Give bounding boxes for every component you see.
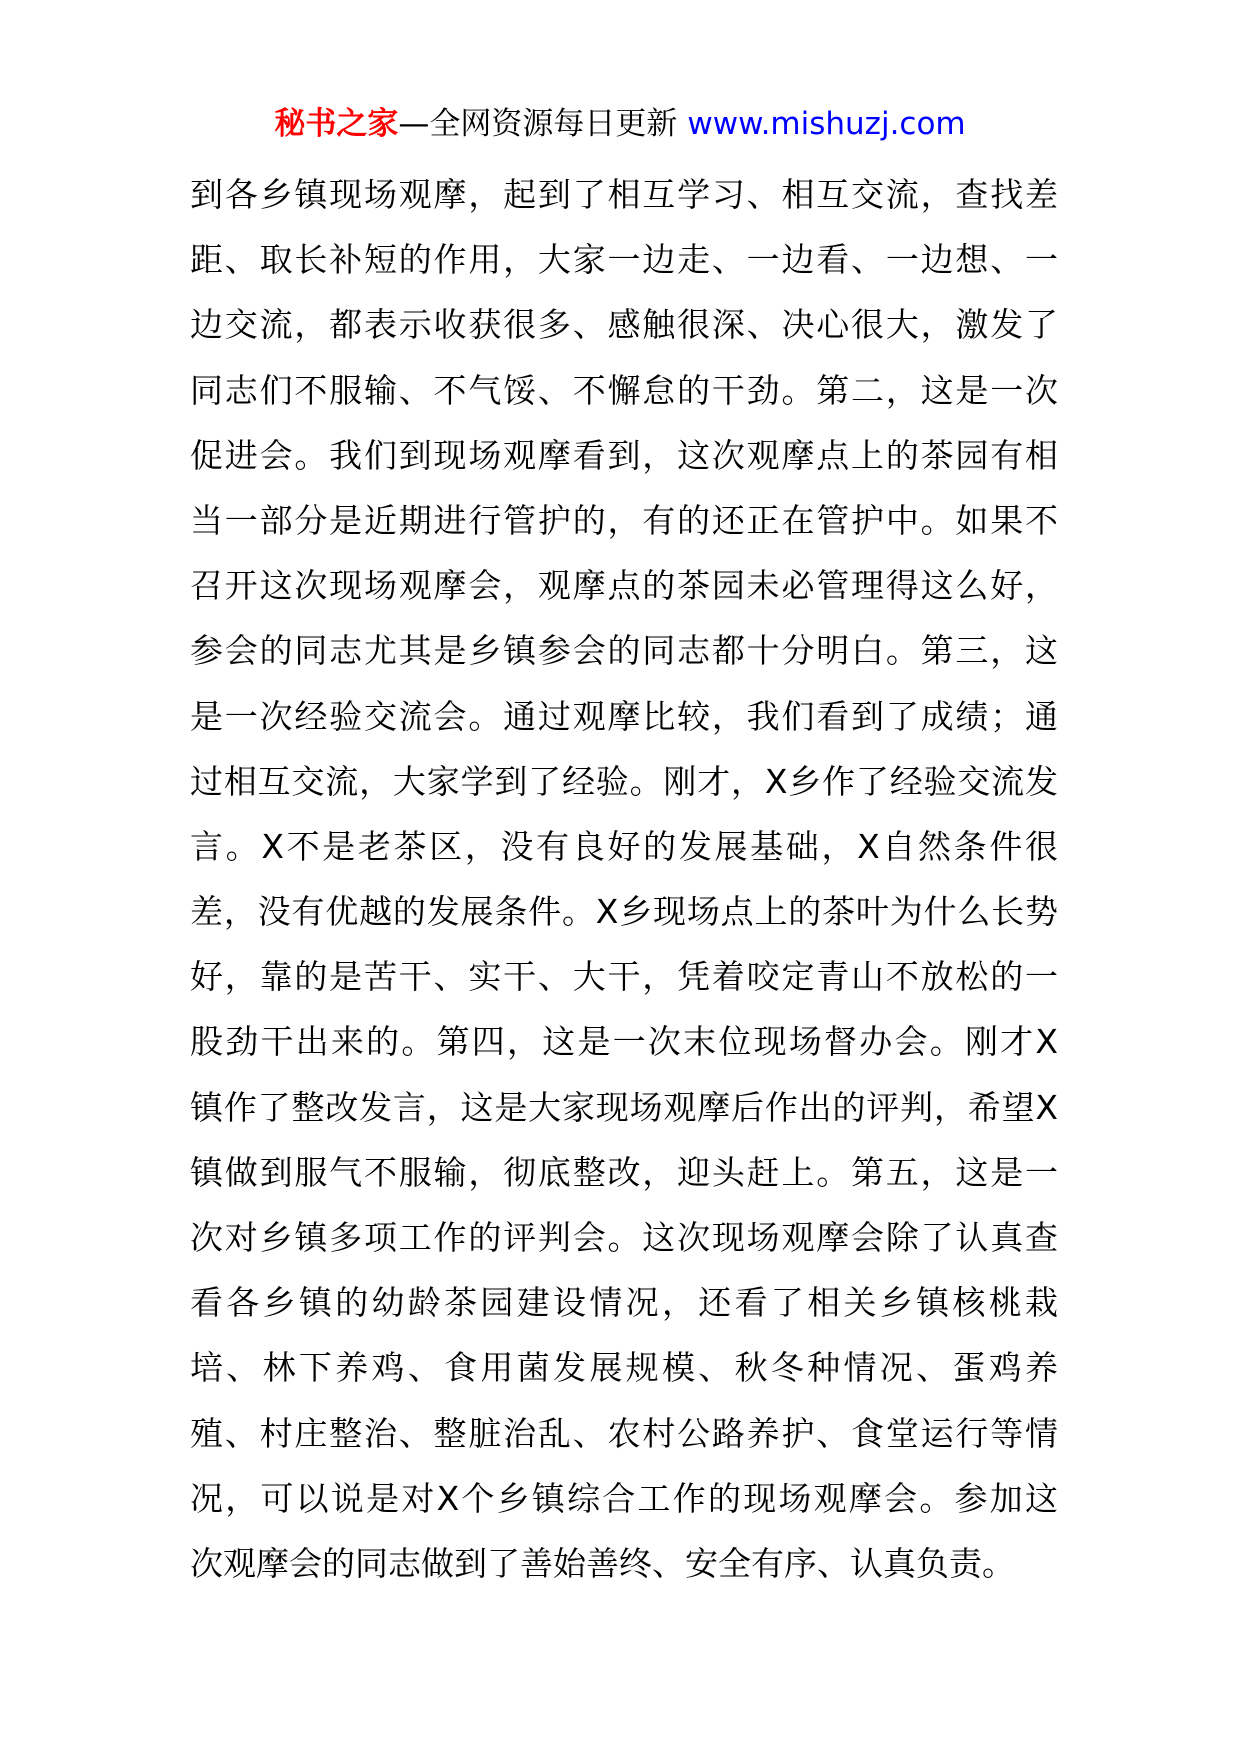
- text-line-3: 边交流，都表示收获很多、感触很深、决心很大，激发了: [190, 305, 1058, 345]
- text-line-19: 培、林下养鸡、食用菌发展规模、秋冬种情况、蛋鸡养: [190, 1348, 1058, 1388]
- text-line-12: 差，没有优越的发展条件。X乡现场点上的茶叶为什么长势: [190, 892, 1058, 932]
- text-line-17: 次对乡镇多项工作的评判会。这次现场观摩会除了认真查: [190, 1218, 1058, 1257]
- text-line-22: 次观摩会的同志做到了善始善终、安全有序、认真负责。: [190, 1543, 1015, 1583]
- text-line-4: 同志们不服输、不气馁、不懈怠的干劲。第二，这是一次: [190, 370, 1058, 410]
- text-line-16: 镇做到服气不服输，彻底整改，迎头赶上。第五，这是一: [190, 1152, 1058, 1192]
- document-body: [190, 162, 1058, 1596]
- text-line-8: 参会的同志尤其是乡镇参会的同志都十分明白。第三，这: [190, 631, 1058, 671]
- text-line-15: 镇作了整改发言，这是大家现场观摩后作出的评判，希望X: [190, 1087, 1058, 1127]
- text-line-5: 促进会。我们到现场观摩看到，这次观摩点上的茶园有相: [190, 435, 1058, 475]
- text-line-20: 殖、村庄整治、整脏治乱、农村公路养护、食堂运行等情: [190, 1413, 1058, 1453]
- text-line-11: 言。X不是老茶区，没有良好的发展基础，X自然条件很: [190, 826, 1058, 866]
- text-line-14: 股劲干出来的。第四，这是一次末位现场督办会。刚才X: [190, 1022, 1058, 1062]
- text-line-9: 是一次经验交流会。通过观摩比较，我们看到了成绩；通: [190, 696, 1058, 736]
- page-header: [0, 104, 1240, 144]
- text-line-18: 看各乡镇的幼龄茶园建设情况，还看了相关乡镇核桃栽: [190, 1283, 1058, 1323]
- text-line-1: 到各乡镇现场观摩，起到了相互学习、相互交流，查找差: [190, 175, 1058, 214]
- text-line-7: 召开这次现场观摩会，观摩点的茶园未必管理得这么好，: [190, 566, 1058, 606]
- text-line-6: 当一部分是近期进行管护的，有的还正在管护中。如果不: [190, 500, 1058, 540]
- site-url-link[interactable]: www.mishuzj.com: [687, 106, 966, 142]
- header-slogan: —全网资源每日更新: [398, 106, 678, 142]
- text-line-21: 况，可以说是对X个乡镇综合工作的现场观摩会。参加这: [190, 1478, 1058, 1518]
- text-line-2: 距、取长补短的作用，大家一边走、一边看、一边想、一: [190, 240, 1058, 280]
- text-line-13: 好，靠的是苦干、实干、大干，凭着咬定青山不放松的一: [190, 957, 1058, 997]
- brand-name: 秘书之家: [274, 106, 399, 142]
- text-line-10: 过相互交流，大家学到了经验。刚才，X乡作了经验交流发: [190, 761, 1058, 801]
